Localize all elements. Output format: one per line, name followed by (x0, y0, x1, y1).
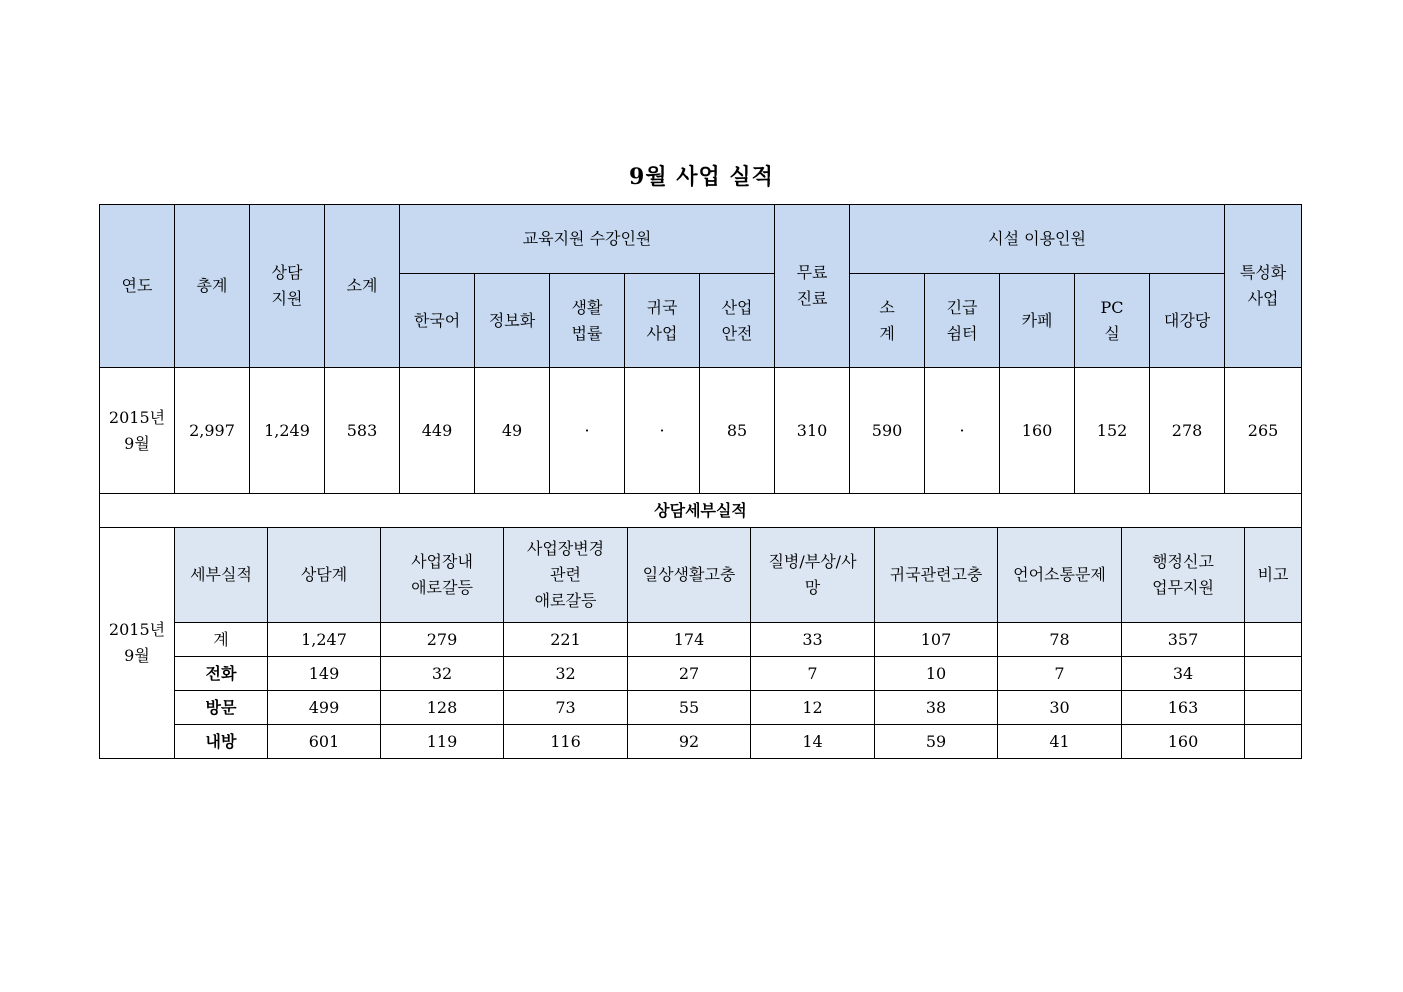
detail-header: 질병/부상/사 망 (751, 528, 875, 623)
detail-year: 2015년 9월 (100, 528, 175, 759)
detail-header: 행정신고 업무지원 (1122, 528, 1245, 623)
header-pc-room: PC 실 (1075, 274, 1150, 368)
header-info: 정보화 (475, 274, 550, 368)
cell-info: 49 (475, 368, 550, 494)
cell-cafe: 160 (1000, 368, 1075, 494)
header-return: 귀국 사업 (625, 274, 700, 368)
header-fac-subtotal: 소 계 (850, 274, 925, 368)
row-label: 방문 (175, 691, 268, 725)
header-special: 특성화 사업 (1225, 205, 1302, 368)
cell-korean: 449 (400, 368, 475, 494)
page-title: 9월 사업 실적 (629, 164, 774, 190)
header-korean: 한국어 (400, 274, 475, 368)
cell-hall: 278 (1150, 368, 1225, 494)
table-row (100, 691, 1302, 725)
table-cell: 279 (381, 623, 504, 657)
summary-row (100, 368, 1302, 494)
header-free-care: 무료 진료 (775, 205, 850, 368)
table-cell: 34 (1122, 657, 1245, 691)
table-cell: 38 (875, 691, 998, 725)
header-total: 총계 (175, 205, 250, 368)
cell-pc-room: 152 (1075, 368, 1150, 494)
detail-header: 사업장내 애로갈등 (381, 528, 504, 623)
table-cell: 10 (875, 657, 998, 691)
table-cell: 107 (875, 623, 998, 657)
detail-header: 언어소통문제 (998, 528, 1122, 623)
header-shelter: 긴급 쉼터 (925, 274, 1000, 368)
cell-year: 2015년 9월 (100, 368, 175, 494)
table-cell: 41 (998, 725, 1122, 759)
cell-shelter: · (925, 368, 1000, 494)
cell-return: · (625, 368, 700, 494)
table-cell: 1,247 (268, 623, 381, 657)
row-label: 계 (175, 623, 268, 657)
header-subtotal: 소계 (325, 205, 400, 368)
row-label: 전화 (175, 657, 268, 691)
table-cell: 32 (381, 657, 504, 691)
detail-header: 사업장변경 관련 애로갈등 (504, 528, 628, 623)
cell-subtotal: 583 (325, 368, 400, 494)
table-cell (1245, 691, 1302, 725)
detail-section-title: 상담세부실적 (100, 494, 1302, 528)
table-cell (1245, 623, 1302, 657)
table-row (100, 657, 1302, 691)
table-row (100, 725, 1302, 759)
table-cell: 7 (751, 657, 875, 691)
cell-special: 265 (1225, 368, 1302, 494)
cell-life-law: · (550, 368, 625, 494)
header-edu-group: 교육지원 수강인원 (400, 205, 775, 274)
detail-header: 귀국관련고충 (875, 528, 998, 623)
table-row (100, 623, 1302, 657)
detail-header: 상담계 (268, 528, 381, 623)
summary-table (99, 204, 1302, 494)
header-hall: 대강당 (1150, 274, 1225, 368)
table-cell: 601 (268, 725, 381, 759)
header-safety: 산업 안전 (700, 274, 775, 368)
table-cell: 14 (751, 725, 875, 759)
table-cell: 59 (875, 725, 998, 759)
cell-free-care: 310 (775, 368, 850, 494)
table-cell: 32 (504, 657, 628, 691)
table-cell (1245, 725, 1302, 759)
table-cell: 7 (998, 657, 1122, 691)
table-cell: 33 (751, 623, 875, 657)
table-cell (1245, 657, 1302, 691)
table-cell: 149 (268, 657, 381, 691)
cell-counsel: 1,249 (250, 368, 325, 494)
table-cell: 116 (504, 725, 628, 759)
detail-table (99, 493, 1302, 759)
cell-safety: 85 (700, 368, 775, 494)
cell-fac-subtotal: 590 (850, 368, 925, 494)
header-counsel: 상담 지원 (250, 205, 325, 368)
table-cell: 30 (998, 691, 1122, 725)
detail-header: 세부실적 (175, 528, 268, 623)
table-cell: 163 (1122, 691, 1245, 725)
table-cell: 160 (1122, 725, 1245, 759)
table-cell: 12 (751, 691, 875, 725)
detail-header: 비고 (1245, 528, 1302, 623)
header-cafe: 카페 (1000, 274, 1075, 368)
header-life-law: 생활 법률 (550, 274, 625, 368)
table-cell: 128 (381, 691, 504, 725)
table-cell: 119 (381, 725, 504, 759)
row-label: 내방 (175, 725, 268, 759)
detail-header: 일상생활고충 (628, 528, 751, 623)
cell-total: 2,997 (175, 368, 250, 494)
table-cell: 357 (1122, 623, 1245, 657)
table-cell: 55 (628, 691, 751, 725)
table-cell: 499 (268, 691, 381, 725)
table-cell: 174 (628, 623, 751, 657)
header-facility-group: 시설 이용인원 (850, 205, 1225, 274)
header-year: 연도 (100, 205, 175, 368)
table-cell: 73 (504, 691, 628, 725)
table-cell: 221 (504, 623, 628, 657)
table-cell: 78 (998, 623, 1122, 657)
table-cell: 92 (628, 725, 751, 759)
table-cell: 27 (628, 657, 751, 691)
